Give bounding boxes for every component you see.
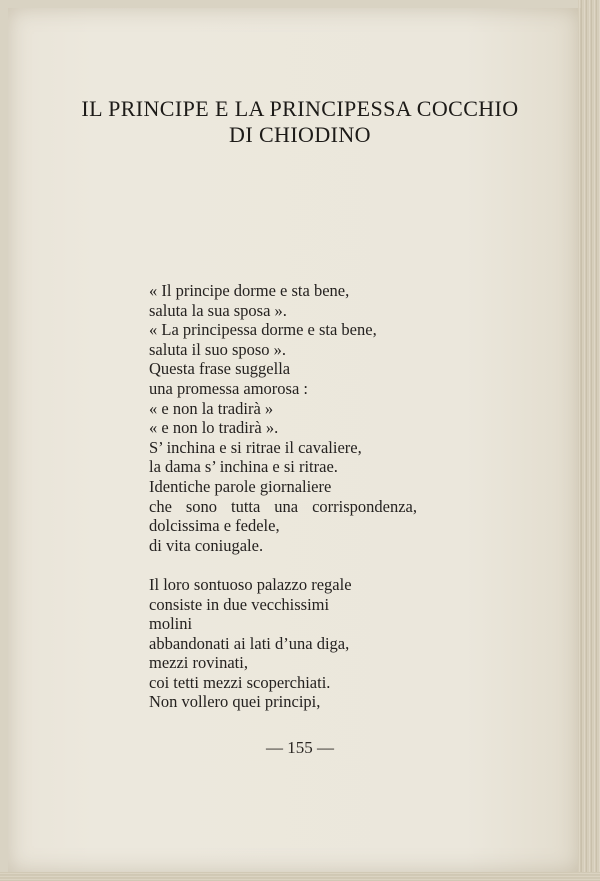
- poem-line: che sono tutta una corrispondenza,: [149, 496, 417, 516]
- page-number: — 155 —: [266, 738, 334, 757]
- page-edges-bottom: [0, 872, 600, 881]
- poem-line: Questa frase suggella: [149, 359, 291, 379]
- poem-title-line-1: IL PRINCIPE E LA PRINCIPESSA COCCHIO: [81, 96, 519, 121]
- poem-line: una promessa amorosa :: [149, 378, 308, 398]
- poem-line: consiste in due vecchissimi: [149, 594, 330, 614]
- poem-line: Il loro sontuoso palazzo regale: [149, 574, 352, 594]
- poem-line: dolcissima e fedele,: [149, 516, 280, 536]
- stanza-2: [149, 575, 449, 712]
- poem-line: saluta la sua sposa ».: [149, 300, 287, 320]
- poem-line: Identiche parole giornaliere: [149, 476, 332, 496]
- poem-line: mezzi rovinati,: [149, 653, 248, 673]
- poem-line: coi tetti mezzi scoperchiati.: [149, 672, 331, 692]
- poem-title-line-2: DI CHIODINO: [229, 122, 371, 147]
- poem-line: la dama s’ inchina e si ritrae.: [149, 457, 338, 477]
- poem-line: saluta il suo sposo ».: [149, 339, 287, 359]
- poem-line: « Il principe dorme e sta bene,: [149, 281, 350, 300]
- poem-line: S’ inchina e si ritrae il cavaliere,: [149, 437, 362, 457]
- poem-line: « e non la tradirà »: [149, 398, 274, 418]
- poem-line: abbandonati ai lati d’una diga,: [149, 633, 350, 653]
- poem-line: « e non lo tradirà ».: [149, 418, 279, 438]
- poem-line: molini: [149, 614, 193, 634]
- poem-line: Non vollero quei principi,: [149, 692, 321, 712]
- stanza-break: [149, 555, 449, 575]
- poem-body: [149, 281, 449, 712]
- poem-line: « La principessa dorme e sta bene,: [149, 320, 377, 340]
- poem-line: di vita coniugale.: [149, 535, 264, 555]
- stanza-1: [149, 281, 449, 555]
